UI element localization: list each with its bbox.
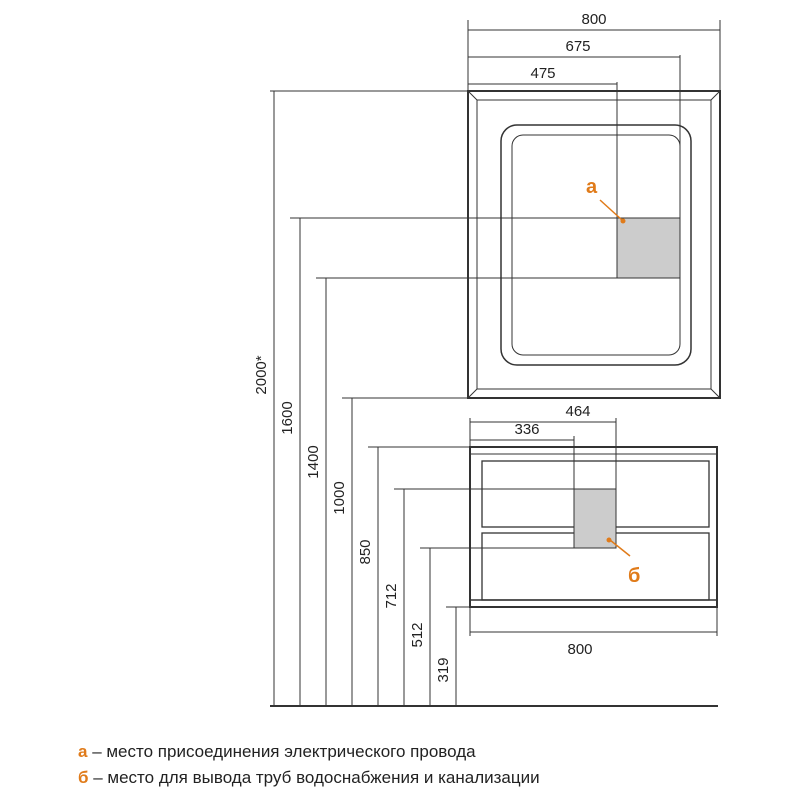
dim-height-2000: 2000*: [253, 355, 270, 395]
legend-item-a: [78, 742, 476, 762]
legend-key-b: б: [78, 768, 89, 787]
legend-text-b: – место для вывода труб водоснабжения и канализации: [88, 768, 540, 787]
dim-height-850: 850: [357, 539, 374, 565]
dim-mirror-475: 475: [530, 65, 556, 82]
dim-height-1000: 1000: [331, 481, 348, 515]
dim-cabinet-800: 800: [567, 641, 593, 658]
legend-text-a: – место присоединения электрического провода: [87, 742, 476, 761]
dim-mirror-800: 800: [581, 11, 607, 28]
marker-b-dot: [607, 538, 612, 543]
dim-height-1400: 1400: [305, 445, 322, 479]
dim-mirror-675: 675: [565, 38, 591, 55]
marker-a: а: [586, 176, 598, 198]
dim-cabinet-336: 336: [514, 421, 540, 438]
dim-height-712: 712: [383, 583, 400, 609]
legend-item-b: [78, 768, 540, 788]
marker-a-leader: [600, 200, 622, 220]
dim-height-512: 512: [409, 622, 426, 648]
dim-height-1600: 1600: [279, 401, 296, 435]
marker-b: б: [628, 565, 641, 587]
electrical-connection-zone: [617, 218, 680, 278]
marker-a-dot: [621, 219, 626, 224]
mirror: [468, 91, 720, 398]
dim-cabinet-464: 464: [565, 403, 591, 420]
legend-key-a: а: [78, 742, 88, 761]
dim-height-319: 319: [435, 657, 452, 683]
